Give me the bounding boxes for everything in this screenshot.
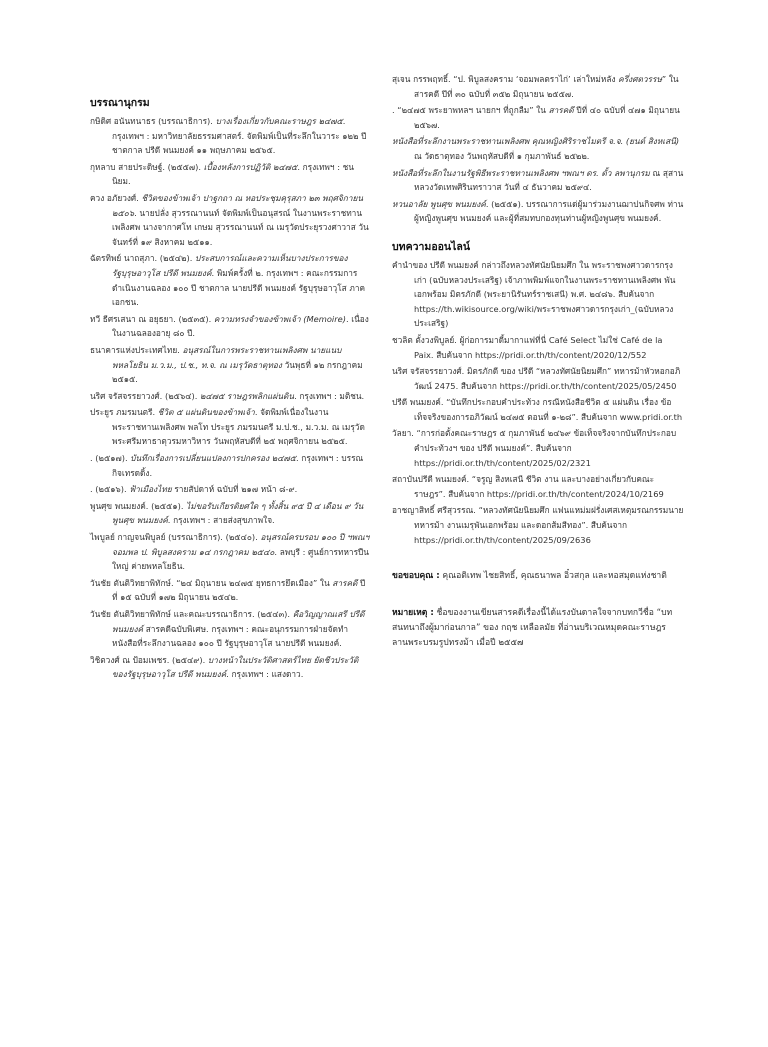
reference-entry [90,251,370,309]
bibliography-list-continued [392,72,684,226]
reference-entry [392,333,684,362]
reference-text: ฉัตรทิพย์ นาถสุภา. (๒๕๔๒). [90,253,195,264]
reference-entry [90,312,370,341]
acknowledgement-label: ขอขอบคุณ : [392,571,440,582]
reference-title: หนังสือที่ระลึกงานพระราชทานเพลิงศพ คุณหญิงศิริราชไมตรี จ.จ. (ยนต์ สิงหเสนี) [392,136,680,147]
reference-entry [392,72,684,101]
reference-entry [392,426,684,470]
bibliography-heading: บรรณานุกรม [90,97,150,109]
reference-title: อนุสรณ์ในการพระราชทานเพลิงศพ นายแนบ พหลโยธิน ม.ว.ม., ป.ช., ท.จ. ณ เมรุวัดธาตุทอง [112,344,342,370]
reference-details: ” ใน สารคดี ปีที่ ๓๐ ฉบับที่ ๓๕๒ มิถุนายน ๒๕๕๗. [414,74,679,99]
reference-entry [90,482,370,497]
reference-details: . จัดพิมพ์เนื่องในงานพระราชทานเพลิงศพ พลโท ประยูร ภมรมนตรี ม.ป.ช., ม.ว.ม. ณ เมรุวัดพระศรีมหาธาตุวรมหาวิหาร วันพฤหัสบดีที่ ๒๕ พฤศจิกายน ๒๕๒๕. [112,407,365,447]
reference-details: . พิมพ์ครั้งที่ ๒. กรุงเทพฯ : คณะกรรมการดำเนินงานฉลอง ๑๐๐ ปี ชาตกาล นายปรีดี พนมยงค์ รัฐบุรุษอาวุโส ภาคเอกชน. [112,267,366,308]
reference-text: วันชัย ตันติวิทยาพิทักษ์ และคณะบรรณาธิการ. (๒๕๔๓). [90,609,293,619]
reference-title: บางหน้าในประวัติศาสตร์ไทย ยัตชีวประวัติของรัฐบุรุษอาวุโส ปรีดี พนมยงค์ [112,654,359,680]
reference-title: สารคดี [332,577,358,588]
bibliography-column-left [90,96,370,684]
reference-text: วิชิตวงศ์ ณ ป้อมเพชร. (๒๕๔๙). [90,654,208,665]
reference-entry [392,166,684,195]
reference-entry [90,607,370,651]
reference-details: . กรุงเทพฯ : บรรณกิจเทรดดิ้ง. [112,453,364,478]
reference-details: . กรุงเทพฯ : แสงดาว. [226,669,304,680]
reference-text: ชวลิต ตั้งวงพิบูลย์. ผู้ก่อการมาดี้มากาแฟที่นี่ Café Select ไม่ใช่ Café de la Paix. สืบค้นจาก https://pridi.or.th/th/content/2020/12/552 [392,334,663,360]
reference-title: ชีวิต ๕ แผ่นดินของข้าพเจ้า [157,407,255,418]
reference-details: . กรุงเทพฯ : สายส่งสุขภาพใจ. [167,515,275,526]
reference-text: คำนำของ ปรีดี พนมยงค์ กล่าวถึงหลวงทัศนัยนิยมศึก ใน พระราชพงศาวดารกรุงเก่า (ฉบับหลวงประเสริฐ) เจ้าภาพพิมพ์แจกในงานพระราชทานเพลิงศพ พันเอกพร้อม มิตรภักดี (พระยานิรันทร์ราชเสนี) พ.ศ. ๒๔๘๖. สืบค้นจาก https://th.wikisource.org/wiki/พระราชพงศาวดารกรุงเก่า_(ฉบับหลวงประเสริฐ) [392,259,676,329]
reference-details: ณ สุสานหลวงวัดเทพศิรินทราวาส วันที่ ๔ ธันวาคม ๒๕๙๔. [414,167,684,193]
reference-text: สุเจน กรรพฤทธิ์. “ป. พิบูลสงคราม ‘จอมพลตราไก่’ เล่าใหม่หลัง [392,74,619,84]
reference-details: สารคดีฉบับพิเศษ. กรุงเทพฯ : คณะอนุกรรมการฝ่ายจัดทำหนังสือที่ระลึกงานฉลอง ๑๐๐ ปี รัฐบุรุษอาวุโส นายปรีดี พนมยงค์. [112,623,349,649]
reference-text: นริศ จรัสจรรยาวงศ์. มิตรภักดี ของ ปรีดี “หลวงทัศนัยนิยมศึก” ทหารม้าหัวหอกอภิวัฒน์ 2475. สืบค้นจาก https://pridi.or.th/th/content/2025/05/2450 [392,366,681,391]
reference-details: . กรุงเทพฯ : มหาวิทยาลัยธรรมศาสตร์. จัดพิมพ์เป็นที่ระลึกในวาระ ๑๒๒ ปีชาตกาล ปรีดี พนมยงค์ ๑๑ พฤษภาคม ๒๕๖๕. [112,116,367,156]
reference-entry [90,343,370,387]
reference-title: ไม่ขอรับเกียรติยศใด ๆ ทั้งสิ้น ๙๕ ปี ๔ เดือน ๙ วัน พูนศุข พนมยงค์ [112,500,364,526]
reference-entry [392,395,684,424]
reference-details: รายสัปดาห์ ฉบับที่ ๒๑๗ หน้า ๘-๙. [171,484,298,495]
reference-entry [90,191,370,249]
reference-text: สถาบันปรีดี พนมยงค์. “จรูญ สิงหเสนี ชีวิต งาน และบางอย่างเกี่ยวกับคณะราษฎร”. สืบค้นจาก https://pridi.or.th/th/content/2024/10/2169 [392,474,664,499]
reference-text: วัลยา. “การก่อตั้งคณะราษฎร ๕ กุมภาพันธ์ ๒๔๖๙ ข้อเท็จจริงจากบันทึกประกอบคำประท้วงฯ ของ ปรีดี พนมยงค์”. สืบค้นจาก https://pridi.or.th/th/content/2025/02/2321 [392,428,677,468]
reference-title: อนุสรณ์ครบรอบ ๑๐๐ ปี ฯพณฯ จอมพล ป. พิบูลสงคราม ๑๔ กรกฎาคม ๒๕๔๐ [112,532,370,557]
online-articles-heading: บทความออนไลน์ [392,240,471,253]
remark [392,606,684,651]
reference-entry [90,530,370,574]
reference-details: ปีที่ ๔๐ ฉบับที่ ๔๗๑ มิถุนายน ๒๕๖๗. [414,105,680,130]
reference-entry [90,451,370,480]
acknowledgement [392,569,684,584]
reference-entry [90,576,370,605]
reference-text: ทวี ธีศรเสนา ณ อยุธยา. (๒๕๓๕). [90,313,214,324]
reference-entry [90,499,370,528]
reference-title: บันทึกเรื่องการเปลี่ยนแปลงการปกครอง ๒๔๗๕ [130,453,297,464]
reference-text: กษิดิศ อนันทนาธร (บรรณาธิการ). [90,116,216,126]
reference-title: ๒๔๗๕ ราษฎรพลิกแผ่นดิน [200,390,295,401]
reference-title: หวนอาลัย พูนศุข พนมยงค์ [392,198,486,209]
reference-title: เบื้องหลังการปฏิวัติ ๒๔๗๕ [203,161,298,172]
reference-text: นริศ จรัสจรรยาวงศ์. (๒๕๖๔). [90,390,201,401]
reference-details: ปีที่ ๑๕ ฉบับที่ ๑๗๒ มิถุนายน ๒๕๔๒. [112,577,366,603]
reference-details: . เนื่องในงานฉลองอายุ ๘๐ ปี. [112,313,369,339]
reference-entry [90,405,370,449]
bibliography-column-right [392,72,684,651]
reference-text: ควง อภัยวงศ์. [90,192,142,203]
reference-details: . กรุงเทพฯ : มติชน. [294,390,365,401]
bibliography-list [90,114,370,682]
reference-text: ไพบูลย์ กาญจนพิบูลย์ (บรรณาธิการ). (๒๕๔๐). [90,532,261,543]
reference-entry [90,160,370,189]
reference-text: ประยูร ภมรมนตรี. [90,407,158,418]
reference-details: วันพุธที่ ๑๒ กรกฎาคม ๒๕๑๕. [112,359,363,385]
reference-text: . “๒๔๗๕ พระยาพหลฯ นายกฯ ที่ถูกลืม” ใน [392,105,549,116]
reference-title: ครึ่งศตวรรษ [618,74,662,84]
reference-title: สารคดี [548,105,574,116]
reference-entry [90,114,370,158]
reference-text: กุหลาบ สายประดิษฐ์. (๒๕๕๗). [90,161,204,172]
reference-details: . นายปลั่ง สุวรรณานนท์ จัดพิมพ์เป็นอนุสรณ์ ในงานพระราชทานเพลิงศพ นางจากาศโท เกษม สุวรรณานนท์ ณ เมรุวัดประยุรวงศาวาส วันจันทร์ที่ ๑๙ สิงหาคม ๒๕๑๑. [112,207,369,247]
reference-entry [392,472,684,501]
acknowledgement-text: คุณอติเทพ ไชยสิทธิ์, คุณธนาพล อิ๋วสกุล และหอสมุดแห่งชาติ [439,571,667,582]
reference-title: ชีวิตของข้าพเจ้า ปาฐกถา ณ หอประชุมคุรุสภา ๒๓ พฤศจิกายน ๒๕๐๖ [112,192,364,218]
reference-title: บางเรื่องเกี่ยวกับคณะราษฎร ๒๔๗๕ [215,116,343,126]
reference-title: ฟ้าเมืองไทย [129,484,172,495]
remark-label: หมายเหตุ : [392,608,434,619]
reference-title: คือวิญญาณเสรี ปรีดี พนมยงค์ [112,609,365,634]
reference-text: ธนาคารแห่งประเทศไทย. [90,344,183,355]
reference-details: . กรุงเทพฯ : ชนนิยม. [112,161,354,187]
reference-entry [90,389,370,404]
reference-text: ปรีดี พนมยงค์. “บันทึกประกอบคำประท้วง กรณีหนังสือชีวิต ๕ แผ่นดิน เรื่อง ข้อเท็จจริงของการอภิวัฒน์ ๒๔๗๕ ตอนที่ ๑-๒๘”. สืบค้นจาก www.pridi.or.th [392,397,683,422]
reference-entry [392,134,684,163]
reference-title: ประสบการณ์และความเห็นบางประการของรัฐบุรุษอาวุโส ปรีดี พนมยงค์ [112,253,348,278]
reference-entry [392,364,684,393]
reference-entry [392,258,684,331]
reference-entry [392,503,684,547]
reference-entry [392,103,684,132]
reference-title: ความทรงจำของข้าพเจ้า (Memoire) [213,313,346,324]
online-articles-list [392,258,684,547]
reference-details: . ลพบุรี : ศูนย์การทหารปืนใหญ่ ค่ายพหลโยธิน. [112,546,369,572]
reference-text: วันชัย ตันติวิทยาพิทักษ์. “๒๔ มิถุนายน ๒๔๗๕ ยุทธการยึดเมือง” ใน [90,577,333,588]
reference-text: อาชญาสิทธิ์ ศรีสุวรรณ. “หลวงทัศนัยนิยมศึก แฟนแหม่มฝรั่งเศสเหตุมรณกรรมนายทหารม้า งานเมรุพันเอกพร้อม และดอกส้มสีทอง”. สืบค้นจาก https://pridi.or.th/th/content/2025/09/2636 [392,505,684,545]
reference-details: ณ วัดธาตุทอง วันพฤหัสบดีที่ ๑ กุมภาพันธ์ ๒๕๒๒. [414,150,590,161]
reference-title: หนังสือที่ระลึกในงานรัฐพิธีพระราชทานเพลิงศพ ฯพณฯ ดร. ตั้ว ลพานุกรม [392,167,650,178]
reference-entry [392,197,684,226]
reference-entry [90,653,370,682]
reference-details: . (๒๕๕๑). บรรณาการแด่ผู้มาร่วมงานฌาปนกิจศพ ท่านผู้หญิงพูนศุข พนมยงค์ และผู้ที่สมทบกองทุนท่านผู้หญิงพูนศุข พนมยงค์. [414,198,684,224]
reference-text: . (๒๕๑๗). [90,453,131,464]
reference-text: พูนศุข พนมยงค์. (๒๕๕๑). [90,500,187,511]
remark-text: ชื่อของงานเขียนสารคดีเรื่องนี้ได้แรงบันดาลใจจากบทกวีชื่อ “บทสนทนาถึงผู้มาก่อนกาล” ของ กฤช เหลือลมัย ที่อ่านบริเวณหมุดคณะราษฎร ลานพระบรมรูปทรงม้า เมื่อปี ๒๕๕๗ [392,608,673,649]
reference-text: . (๒๕๑๖). [90,484,130,495]
